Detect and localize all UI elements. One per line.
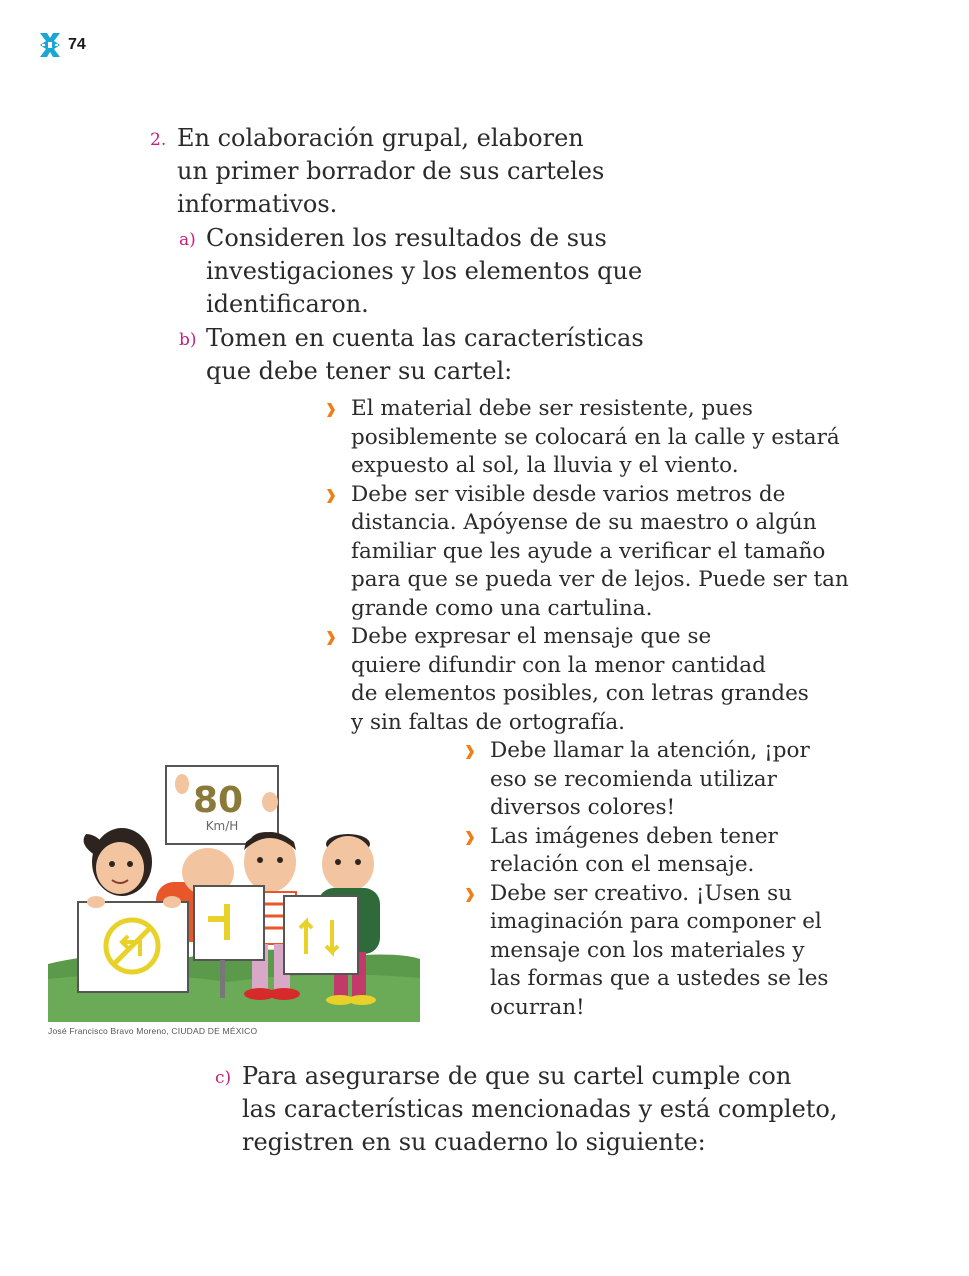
chevron-bullet-icon: [466, 831, 474, 845]
bullet-line: imaginación para componer el: [490, 909, 822, 934]
cross-logo-icon: [38, 32, 62, 58]
item-c-line: registren en su cuaderno lo siguiente:: [242, 1128, 706, 1156]
bullet-list-bottom: [466, 737, 866, 1022]
bullet-line: familiar que les ayude a verificar el tamaño: [351, 538, 826, 564]
item-a: [179, 222, 642, 321]
item-a-line: investigaciones y los elementos que: [206, 257, 643, 285]
bullet-line: las formas que a ustedes se les: [490, 966, 829, 991]
sign-speed-unit: Km/H: [205, 819, 239, 833]
bullet-line: ocurran!: [490, 994, 585, 1020]
chevron-bullet-icon: [466, 888, 474, 902]
list-item: [466, 823, 866, 880]
item-a-line: identificaron.: [206, 290, 369, 318]
item-2-line: un primer borrador de sus carteles: [177, 157, 605, 185]
bullet-line: diversos colores!: [490, 795, 676, 820]
bullet-line: Debe expresar el mensaje que se: [351, 624, 712, 649]
bullet-line: mensaje con los materiales y: [490, 937, 805, 963]
bullet-line: quiere difundir con la menor cantidad: [351, 652, 766, 678]
item-b-marker: b): [179, 330, 197, 350]
bullet-line: de elementos posibles, con letras grandes: [351, 681, 809, 706]
page-header: [38, 32, 86, 58]
item-c-marker: c): [215, 1068, 232, 1088]
children-with-signs-illustration: [48, 764, 420, 1022]
chevron-bullet-icon: [466, 745, 474, 759]
bullet-line: eso se recomienda utilizar: [490, 766, 777, 792]
list-item: [327, 481, 867, 624]
list-item: [466, 737, 866, 823]
item-2-marker: 2.: [150, 130, 167, 150]
item-c-line: Para asegurarse de que su cartel cumple con: [242, 1062, 792, 1090]
list-item: [466, 880, 866, 1023]
item-2-line: informativos.: [177, 190, 338, 218]
item-a-line: Consideren los resultados de sus: [206, 224, 607, 252]
bullet-line: Debe ser creativo. ¡Usen su: [490, 880, 792, 906]
bullet-line: relación con el mensaje.: [490, 852, 755, 877]
bullet-line: expuesto al sol, la lluvia y el viento.: [351, 453, 739, 478]
item-b-line: que debe tener su cartel:: [206, 357, 513, 385]
item-a-marker: a): [179, 230, 196, 250]
bullet-line: grande como una cartulina.: [351, 595, 653, 621]
chevron-bullet-icon: [327, 489, 335, 503]
item-b-line: Tomen en cuenta las características: [206, 324, 644, 352]
bullet-line: distancia. Apóyense de su maestro o algún: [351, 510, 817, 535]
bullet-line: Debe ser visible desde varios metros de: [351, 481, 786, 507]
item-c: [215, 1060, 838, 1159]
list-item: [327, 395, 867, 481]
item-2: [150, 122, 604, 221]
bullet-line: El material debe ser resistente, pues: [351, 396, 753, 421]
bullet-list-top: [327, 395, 867, 737]
item-2-line: En colaboración grupal, elaboren: [177, 124, 584, 152]
bullet-line: y sin faltas de ortografía.: [351, 709, 626, 735]
item-b: [179, 322, 644, 388]
bullet-line: para que se pueda ver de lejos. Puede ser tan: [351, 567, 849, 592]
bullet-line: posiblemente se colocará en la calle y estará: [351, 424, 840, 450]
bullet-line: Las imágenes deben tener: [490, 823, 778, 849]
item-c-line: las características mencionadas y está completo,: [242, 1095, 838, 1123]
chevron-bullet-icon: [327, 403, 335, 417]
bullet-line: Debe llamar la atención, ¡por: [490, 738, 810, 763]
page-number: 74: [68, 36, 86, 53]
list-item: [327, 623, 867, 737]
illustration-caption: José Francisco Bravo Moreno, CIUDAD DE MÉXICO: [48, 1026, 258, 1036]
sign-speed-number: 80: [192, 780, 244, 821]
chevron-bullet-icon: [327, 631, 335, 645]
